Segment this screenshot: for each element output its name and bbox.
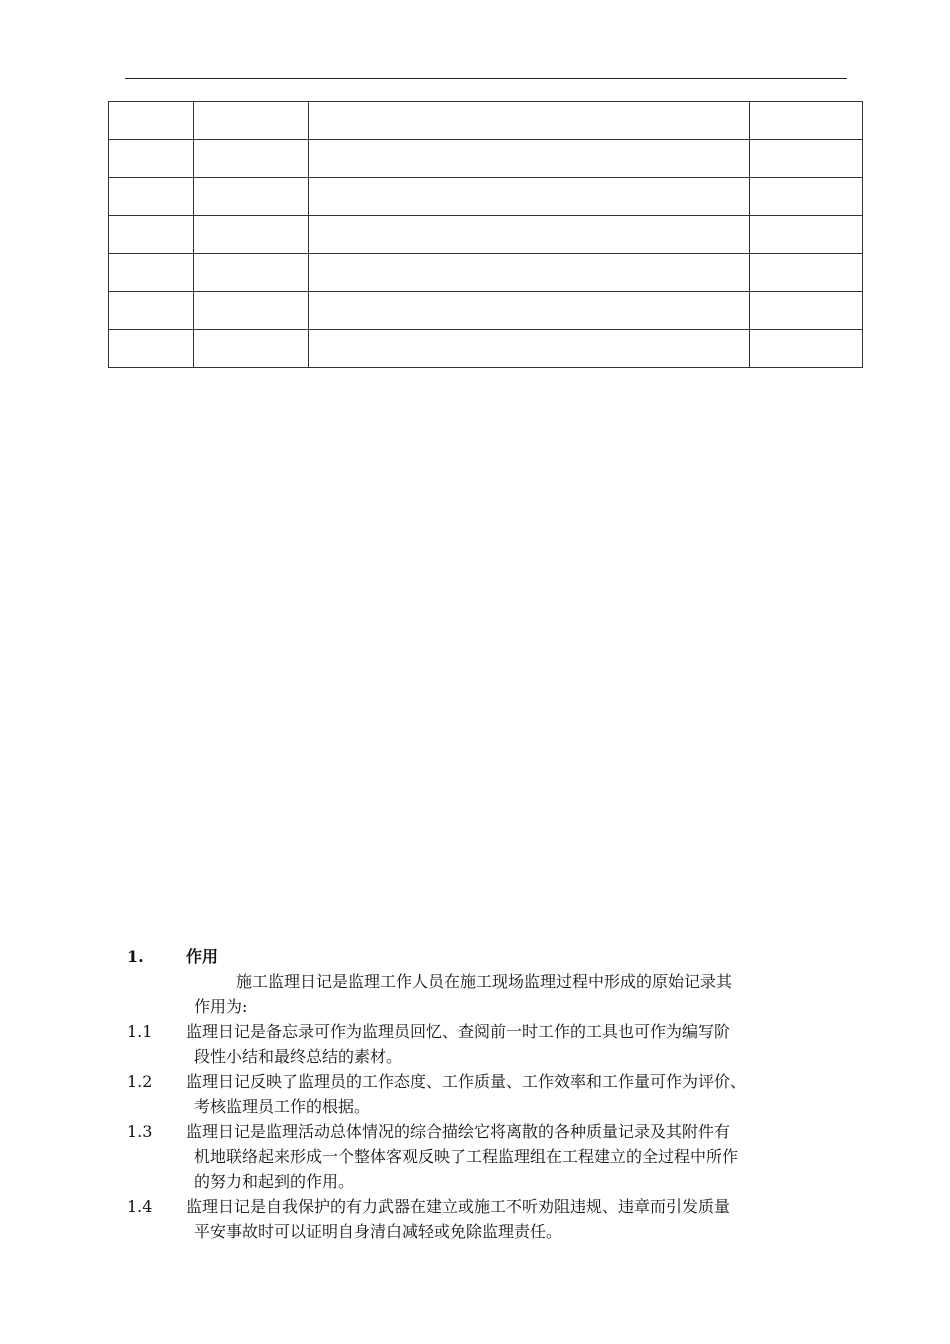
table-cell	[309, 140, 750, 178]
section-title: 作用	[186, 947, 219, 966]
table-cell	[109, 178, 194, 216]
intro-line: 施工监理日记是监理工作人员在施工现场监理过程中形成的原始记录其	[236, 972, 733, 991]
item-line: 监理日记是自我保护的有力武器在建立或施工不听劝阻违规、违章而引发质量	[186, 1197, 731, 1216]
table-row	[109, 216, 863, 254]
item-line: 机地联络起来形成一个整体客观反映了工程监理组在工程建立的全过程中所作	[194, 1147, 739, 1166]
table-row	[109, 102, 863, 140]
table-cell	[750, 102, 863, 140]
table-cell	[309, 330, 750, 368]
table-cell	[750, 178, 863, 216]
table-cell	[194, 178, 309, 216]
log-table	[108, 101, 863, 368]
table-row	[109, 292, 863, 330]
table-cell	[194, 216, 309, 254]
table-row	[109, 140, 863, 178]
item-number: 1.1	[127, 1022, 153, 1041]
table-cell	[750, 140, 863, 178]
item-line: 考核监理员工作的根据。	[194, 1097, 371, 1116]
table-cell	[109, 102, 194, 140]
table-cell	[750, 216, 863, 254]
table-cell	[750, 330, 863, 368]
table-cell	[109, 216, 194, 254]
table-row	[109, 178, 863, 216]
item-number: 1.4	[127, 1197, 153, 1216]
table-cell	[194, 330, 309, 368]
table-cell	[309, 216, 750, 254]
table-cell	[309, 254, 750, 292]
table-cell	[750, 292, 863, 330]
item-line: 平安事故时可以证明自身清白减轻或免除监理责任。	[194, 1222, 563, 1241]
item-line: 监理日记是监理活动总体情况的综合描绘它将离散的各种质量记录及其附件有	[186, 1122, 731, 1141]
table-row	[109, 254, 863, 292]
item-number: 1.3	[127, 1122, 153, 1141]
item-number: 1.2	[127, 1072, 153, 1091]
table-cell	[109, 254, 194, 292]
table-cell	[109, 140, 194, 178]
table-cell	[194, 254, 309, 292]
table-cell	[309, 102, 750, 140]
table-cell	[194, 102, 309, 140]
table-cell	[309, 292, 750, 330]
item-line: 段性小结和最终总结的素材。	[194, 1047, 403, 1066]
table-cell	[109, 330, 194, 368]
table-cell	[194, 140, 309, 178]
item-line: 监理日记是备忘录可作为监理员回忆、查阅前一时工作的工具也可作为编写阶	[186, 1022, 731, 1041]
table-row	[109, 330, 863, 368]
table-cell	[109, 292, 194, 330]
table-cell	[750, 254, 863, 292]
section-number: 1.	[127, 947, 144, 966]
item-line: 监理日记反映了监理员的工作态度、工作质量、工作效率和工作量可作为评价、	[186, 1072, 747, 1091]
table-cell	[309, 178, 750, 216]
header-rule	[125, 78, 847, 79]
item-line: 的努力和起到的作用。	[194, 1172, 355, 1191]
intro-line: 作用为:	[194, 997, 248, 1016]
table-cell	[194, 292, 309, 330]
